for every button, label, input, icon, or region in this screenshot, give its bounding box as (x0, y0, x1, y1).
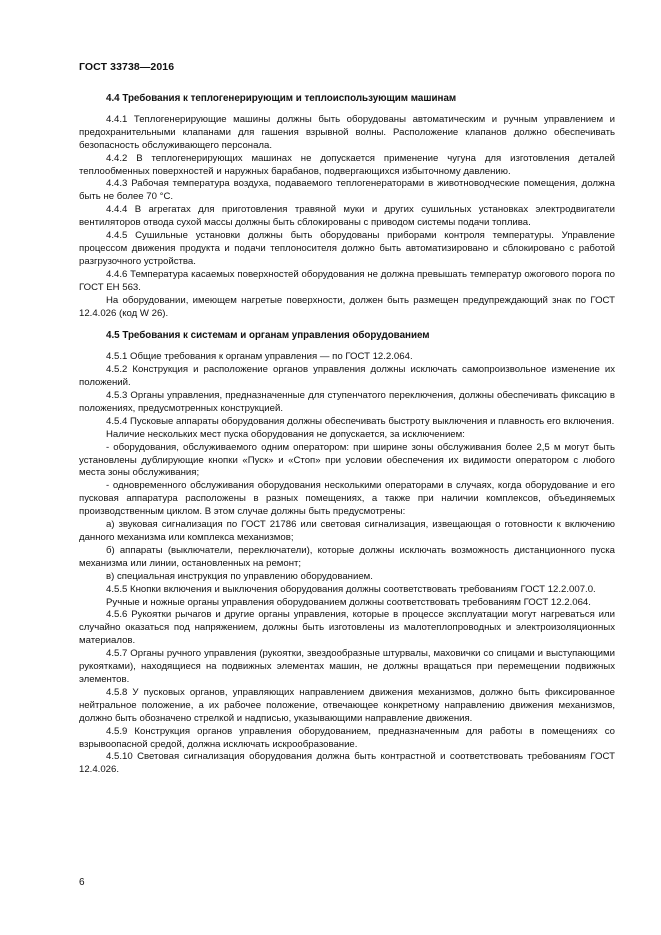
paragraph: 4.5.1 Общие требования к органам управления — по ГОСТ 12.2.064. (106, 351, 413, 363)
document-body (79, 89, 615, 777)
list-item: б) аппараты (выключатели, переключатели), которые должны исключать возможность дистанционного пуска механизма или линии, остановленных на ремонт; (79, 544, 615, 569)
document-code: ГОСТ 33738—2016 (79, 61, 175, 73)
paragraph: 4.4.5 Сушильные установки должны быть оборудованы приборами контроля температуры. Управление процессом движения продукта и подачи теплоносителя должно быть автоматизировано и сблокировано с работой разгрузочного устройства. (79, 230, 615, 267)
paragraph: 4.5.10 Световая сигнализация оборудования должна быть контрастной и соответствовать требованиям ГОСТ 12.4.026. (79, 751, 615, 776)
paragraph: 4.5.4 Пусковые аппараты оборудования должны обеспечивать быстроту выключения и плавность его включения. (106, 415, 615, 427)
paragraph: 4.5.9 Конструкция органов управления оборудованием, предназначенным для работы в помещениях со взрывоопасной средой, должна исключать искрообразование. (79, 725, 615, 750)
list-item: - одновременного обслуживания оборудования несколькими операторами в случаях, когда оборудование и его пусковая аппаратура расположены в разных помещениях, а также при наличии комплексов, объединяемых производственным циклом. В этом случае должны быть предусмотрены: (79, 480, 615, 518)
paragraph: 4.5.5 Кнопки включения и выключения оборудования должны соответствовать требованиям ГОСТ 12.2.007.0. (106, 583, 596, 595)
section-heading-4-5: 4.5 Требования к системам и органам управления оборудованием (106, 330, 430, 342)
section-heading-4-4: 4.4 Требования к теплогенерирующим и теплоиспользующим машинам (106, 93, 457, 104)
paragraph: 4.4.3 Рабочая температура воздуха, подаваемого теплогенераторами в животноводческие помещения, должна быть не более 70 °С. (79, 178, 615, 203)
list-item: а) звуковая сигнализация по ГОСТ 21786 или световая сигнализация, извещающая о готовности к включению данного механизма или комплекса механизмов; (79, 519, 615, 543)
paragraph: Наличие нескольких мест пуска оборудования не допускается, за исключением: (106, 428, 465, 440)
paragraph: 4.5.3 Органы управления, предназначенные для ступенчатого переключения, должны обеспечивать фиксацию в положениях, предусмотренных конструкцией. (79, 390, 615, 414)
paragraph: 4.5.8 У пусковых органов, управляющих направлением движения механизмов, должно быть фиксированное нейтральное положение, а их рабочее положение, отвечающее конкретному направлению движения механизмов, должно быть обозначено стрелкой и надписью, указывающими направление движения. (79, 686, 615, 724)
paragraph: 4.4.1 Теплогенерирующие машины должны быть оборудованы автоматическим и ручным управлением и предохранительными клапанами для гашения взрывной волны. Расположение клапанов должно обеспечивать безопасность обслуживающего персонала. (79, 113, 615, 151)
paragraph: 4.4.4 В агрегатах для приготовления травяной муки и других сушильных установках электродвигатели вентиляторов отвода сухой массы должны быть сблокированы с приводом системы подачи топлива. (79, 204, 615, 229)
list-item: - оборудования, обслуживаемого одним оператором: при ширине зоны обслуживания более 2,5 м могут быть установлены дублирующие кнопки «Пуск» и «Стоп» при условии обеспечения их видимости оператором с любого места зоны обслуживания; (79, 441, 615, 479)
paragraph: 4.5.2 Конструкция и расположение органов управления должны исключать самопроизвольное изменение их положений. (79, 364, 615, 389)
page-number: 6 (79, 877, 85, 888)
paragraph: На оборудовании, имеющем нагретые поверхности, должен быть размещен предупреждающий знак по ГОСТ 12.4.026 (код W 26). (79, 294, 615, 319)
list-item: в) специальная инструкция по управлению оборудованием. (106, 570, 373, 582)
paragraph: 4.5.7 Органы ручного управления (рукоятки, звездообразные штурвалы, маховички со спицами и выступающими рукоятками), находящиеся на подвижных элементах машин, не должны вращаться при перемещении подвижных элементов. (79, 648, 615, 685)
paragraph: 4.4.2 В теплогенерирующих машинах не допускается применение чугуна для изготовления деталей теплообменных поверхностей и наружных барабанов, подвергающихся избыточному давлению. (79, 152, 615, 177)
paragraph: 4.4.6 Температура касаемых поверхностей оборудования не должна превышать температур ожогового порога по ГОСТ ЕН 563. (79, 268, 615, 293)
paragraph: 4.5.6 Рукоятки рычагов и другие органы управления, которые в процессе эксплуатации могут нагреваться или случайно оказаться под напряжением, должны быть изготовлены из малотеплопроводных и электроизоляционных материалов. (79, 609, 615, 647)
paragraph: Ручные и ножные органы управления оборудованием должны соответствовать требованиям ГОСТ 12.2.064. (106, 596, 591, 608)
